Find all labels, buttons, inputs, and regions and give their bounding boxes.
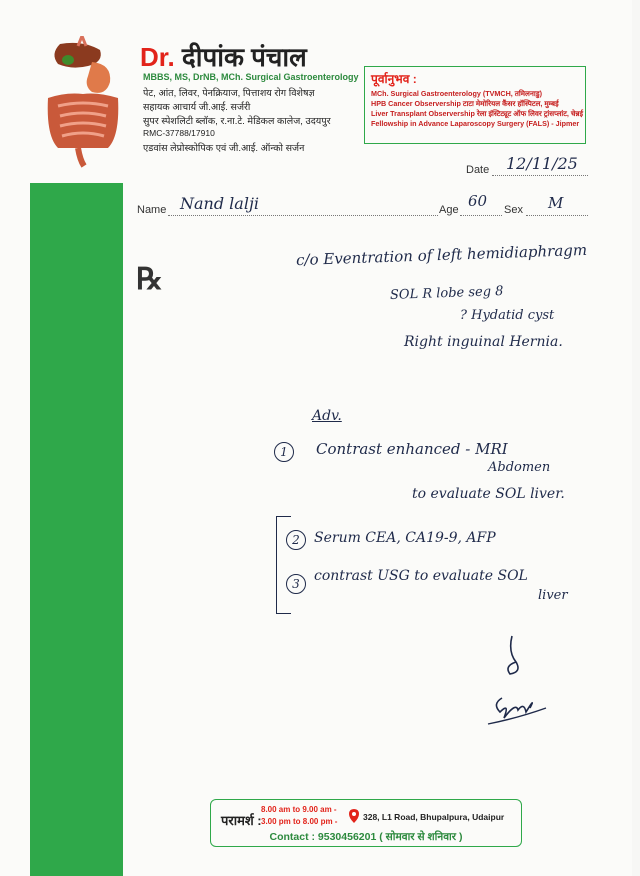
- name-line: [168, 215, 438, 216]
- advice-number: 3: [286, 574, 306, 594]
- registration-number: RMC-37788/17910: [143, 128, 215, 138]
- doctor-degrees: MBBS, MS, DrNB, MCh. Surgical Gastroenterology: [143, 72, 359, 82]
- experience-item: HPB Cancer Observership टाटा मेमोरियल कैंसर हॉस्पिटल, मुम्बई: [371, 99, 559, 108]
- name-label: Name: [137, 204, 167, 216]
- advice-usg: contrast USG to evaluate SOL: [314, 568, 528, 584]
- advice-mri-purpose: to evaluate SOL liver.: [412, 486, 565, 502]
- finding-hernia: Right inguinal Hernia.: [404, 334, 563, 350]
- advice-number: 2: [286, 530, 306, 550]
- surgeon-line: एडवांस लेप्रोस्कोपिक एवं जी.आई. ऑन्को सर्जन: [143, 143, 305, 154]
- age-line: [460, 215, 502, 216]
- patient-name: Nand lalji: [180, 194, 260, 213]
- advice-number: 1: [274, 442, 294, 462]
- consultation-label: परामर्श :: [221, 813, 262, 828]
- clinic-address: 328, L1 Road, Bhupalpura, Udaipur: [363, 812, 505, 822]
- doctor-signature: [482, 632, 552, 732]
- speciality-line: पेट, आंत, लिवर, पेनक्रियाज, पित्ताशय रोग विशेषज्ञ: [143, 88, 315, 99]
- consultation-time-morning: 8.00 am to 9.00 am -: [261, 805, 337, 814]
- patient-sex: M: [548, 194, 564, 212]
- doctor-prefix: Dr.: [140, 42, 175, 72]
- advice-mri: Contrast enhanced - MRI: [316, 440, 508, 458]
- advice-bracket: [276, 516, 291, 614]
- hospital-line: सुपर स्पेशलिटी ब्लॉक, र.ना.टे. मेडिकल कालेज, उदयपुर: [143, 116, 331, 127]
- finding-hydatid: ? Hydatid cyst: [460, 308, 555, 323]
- advice-mri-region: Abdomen: [488, 460, 551, 475]
- age-label: Age: [439, 204, 459, 216]
- experience-item: MCh. Surgical Gastroenterology (TVMCH, तमिलनाडु): [371, 89, 542, 98]
- sex-label: Sex: [504, 204, 523, 216]
- contact-number[interactable]: Contact : 9530456201 ( सोमवार से शनिवार ): [269, 831, 463, 843]
- experience-box: [364, 66, 586, 144]
- advice-heading: Adv.: [312, 408, 342, 424]
- advice-serum-tests: Serum CEA, CA19-9, AFP: [314, 530, 496, 546]
- digestive-system-illustration: [38, 36, 128, 168]
- experience-item: Fellowship in Advance Laparoscopy Surgery (FALS) - Jipmer: [371, 119, 580, 128]
- sex-line: [526, 215, 588, 216]
- patient-age: 60: [468, 192, 488, 210]
- side-accent-bar: [30, 183, 123, 876]
- date-value: 12/11/25: [506, 154, 578, 173]
- location-pin-icon: [349, 809, 359, 823]
- experience-item: Liver Transplant Observership रेला इंस्टिट्यूट ऑफ लिवर ट्रांसप्लांट, चेन्नई: [371, 109, 584, 118]
- advice-usg-organ: liver: [538, 588, 568, 603]
- doctor-name-text: दीपांक पंचाल: [181, 42, 307, 72]
- experience-title: पूर्वानुभव :: [371, 72, 417, 86]
- finding-sol: SOL R lobe seg 8: [389, 284, 504, 303]
- designation-line: सहायक आचार्य जी.आई. सर्जरी: [143, 102, 251, 113]
- doctor-name: [140, 38, 307, 74]
- date-label: Date: [466, 164, 490, 176]
- chief-complaint: c/o Eventration of left hemidiaphragm: [295, 240, 588, 270]
- date-line: [492, 175, 588, 176]
- consultation-footer: [210, 799, 522, 847]
- rx-symbol: ℞: [136, 262, 163, 297]
- consultation-time-evening: 3.00 pm to 8.00 pm -: [261, 817, 338, 826]
